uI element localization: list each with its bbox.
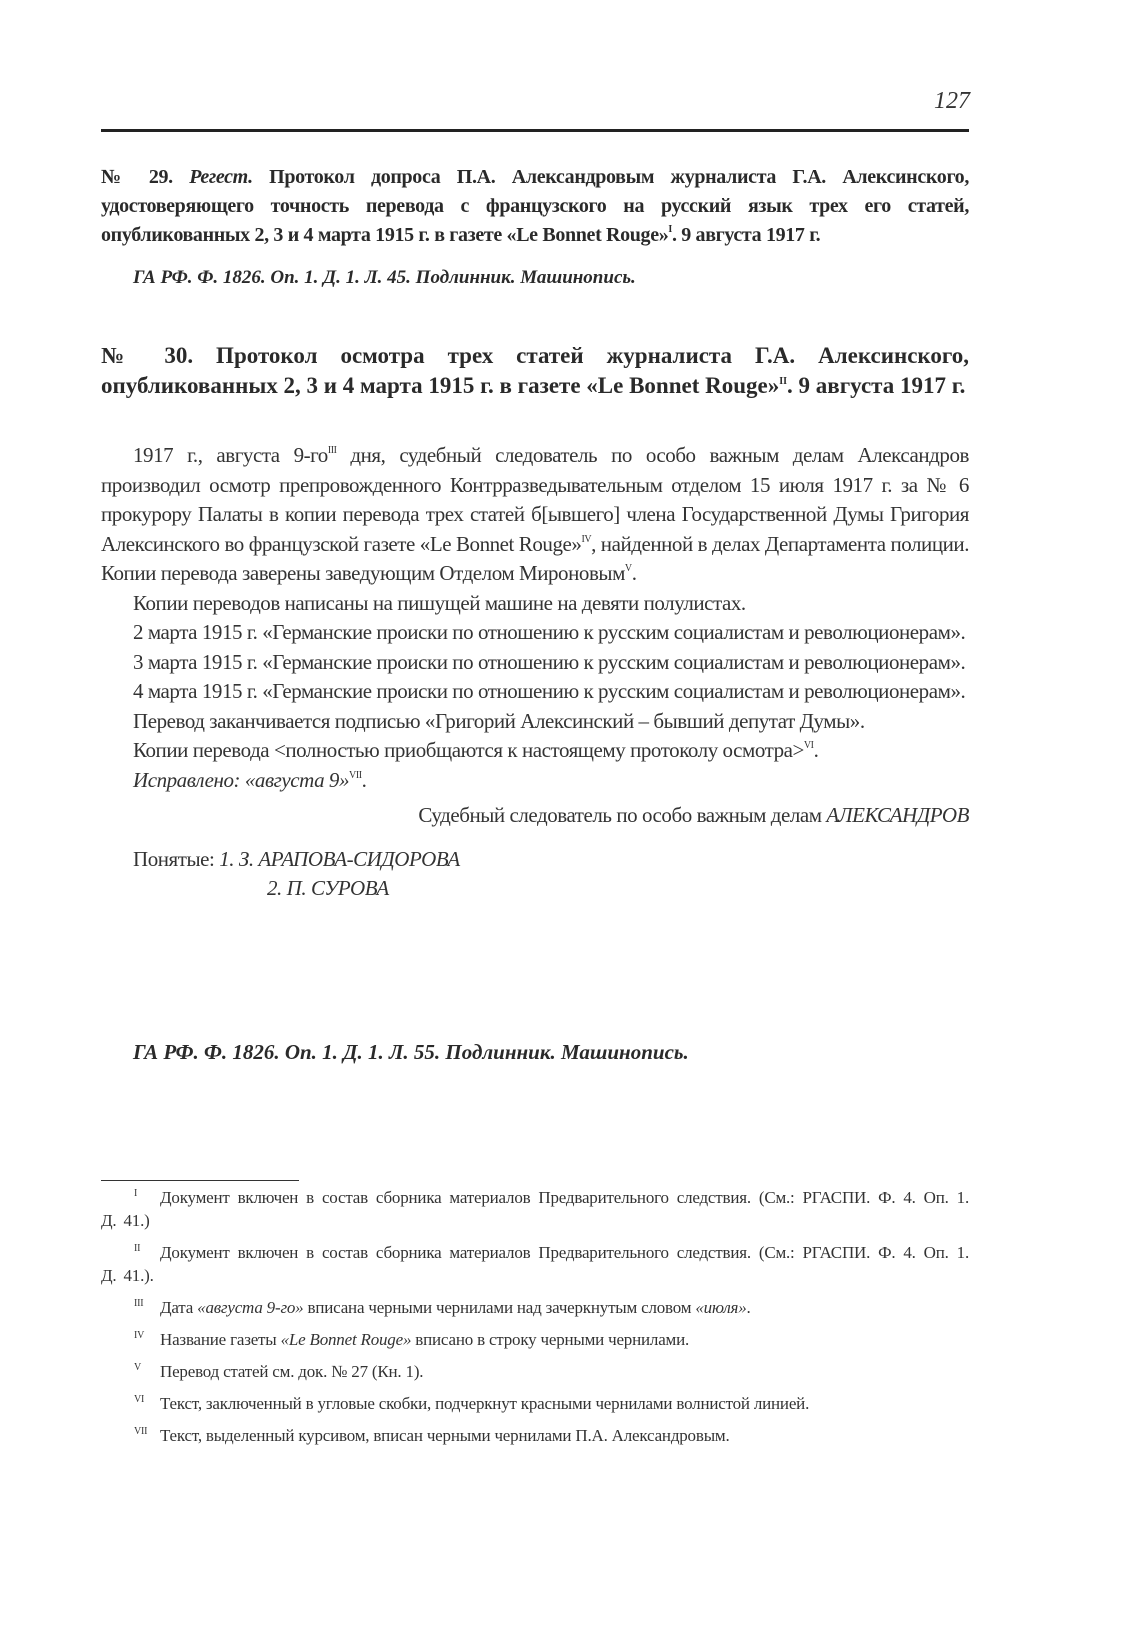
header-rule xyxy=(101,129,969,132)
footnote-ref-3[interactable]: III xyxy=(327,445,337,456)
doc30-date: . 9 августа 1917 г. xyxy=(787,373,966,398)
footnote-3: III Дата «августа 9-го» вписана черными чернилами над зачеркнутым словом «июля». xyxy=(134,1298,751,1317)
body-paragraph-3: 2 марта 1915 г. «Германские происки по отношению к русским социалистам и революционерам». xyxy=(133,620,966,644)
footnote-rule xyxy=(101,1180,299,1181)
footnote-4: IV Название газеты «Le Bonnet Rouge» вписано в строку черными чернилами. xyxy=(134,1330,690,1349)
body-paragraph-2: Копии переводов написаны на пишущей машине на девяти полулистах. xyxy=(133,590,746,615)
witness-2: 2. П. СУРОВА xyxy=(267,876,389,900)
body-paragraph-7: Копии перевода <полностью приобщаются к настоящему протоколу осмотра>$^{VI}$. xyxy=(133,738,819,762)
body-paragraph-4: 3 марта 1915 г. «Германские происки по отношению к русским социалистам и революционерам». xyxy=(133,649,966,674)
footnote-7: VII Текст, выделенный курсивом, вписан черными чернилами П.А. Александровым. xyxy=(134,1426,730,1445)
body-paragraph-1: 1917 г., августа $9-го^{III}$ дня, судебный следователь по особо важным делам Александров производил осмотр препровожденного Контрразведывательным отделом 15 июля 1917 г. за № 6 прокурору Палаты в копии перевода трех статей б[ывшего] члена Государственной Думы Григория Алексинского во французской газете «Le Bonnet Rouge»$^{IV}$, найденной в делах Департамента полиции. Копии перевода заверены заведующим Отделом Мироновым$^V$. xyxy=(101,443,969,585)
footnote-ref-6[interactable]: VI xyxy=(803,740,814,751)
doc29-title: Протокол допроса П.А. Александровым журналиста Г.А. Алексинского, удостоверяющего точность перевода с французского на русский язык трех его статей, опубликованных 2, 3 и 4 марта 1915 г. в газете «Le Bonnet Rouge» xyxy=(101,166,969,246)
doc29-date: . 9 августа 1917 г. xyxy=(671,224,821,246)
body-paragraph-6: Перевод заканчивается подписью «Григорий Алексинский – бывший депутат Думы». xyxy=(133,708,865,733)
doc29-archive-ref: ГА РФ. Ф. 1826. Оп. 1. Д. 1. Л. 45. Подлинник. Машинопись. xyxy=(133,267,636,288)
footnote-ref-5[interactable]: V xyxy=(624,563,632,574)
footnote-ref-1[interactable]: I xyxy=(668,224,672,235)
signature-name: АЛЕКСАНДРОВ xyxy=(826,803,969,827)
page-number: 127 xyxy=(934,88,970,114)
footnote-5: V Перевод статей см. док. № 27 (Кн. 1). xyxy=(134,1362,424,1381)
doc29-regest-label: Регест. xyxy=(189,166,253,188)
witnesses-label: Понятые: xyxy=(133,846,220,871)
witness-1: 1. З. АРАПОВА-СИДОРОВА xyxy=(219,846,460,871)
doc29-number: № 29. xyxy=(101,166,173,188)
doc29-heading xyxy=(101,163,969,250)
doc30-body xyxy=(101,441,969,904)
body-paragraph-5: 4 марта 1915 г. «Германские происки по отношению к русским социалистам и революционерам». xyxy=(133,679,966,703)
body-paragraph-8: Исправлено: «августа 9»$^{VII}$. xyxy=(133,767,367,792)
doc30-heading xyxy=(101,341,969,401)
signature-line xyxy=(101,801,969,831)
footnote-6: VI Текст, заключенный в угловые скобки, подчеркнут красными чернилами волнистой линией. xyxy=(134,1394,810,1413)
footnote-1: I Документ включен в состав сборника материалов Предварительного следствия. (См.: РГАСПИ. Ф. 4. Оп. 1. Д. 41.) xyxy=(101,1188,969,1230)
footnote-ref-4[interactable]: IV xyxy=(581,533,592,545)
doc30-title: № 30. Протокол осмотра трех статей журналиста Г.А. Алексинского, опубликованных 2, 3 и 4 марта 1915 г. в газете «Le Bonnet Rouge» xyxy=(101,343,969,398)
signature-role: Судебный следователь по особо важным делам xyxy=(418,803,827,827)
doc30-archive-ref: ГА РФ. Ф. 1826. Оп. 1. Д. 1. Л. 55. Подлинник. Машинопись. xyxy=(133,1040,689,1064)
footnotes xyxy=(101,1186,969,1456)
footnote-2: II Документ включен в состав сборника материалов Предварительного следствия. (См.: РГАСПИ. Ф. 4. Оп. 1. Д. 41.). xyxy=(101,1243,969,1285)
footnote-ref-2[interactable]: II xyxy=(779,376,788,387)
footnote-ref-7[interactable]: VII xyxy=(349,769,362,781)
witnesses-block xyxy=(101,845,969,904)
